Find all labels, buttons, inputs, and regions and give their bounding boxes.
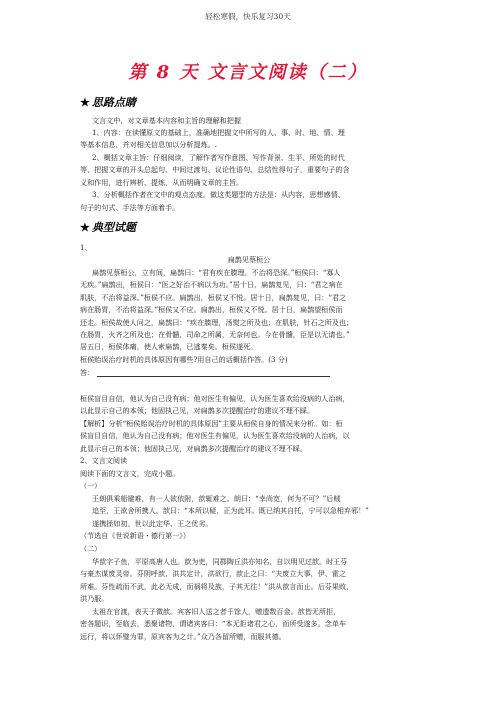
intro-line: 3、分析概括作者在文中的观点态度。做这类题型的方法是：从内容，思想感情、 [92, 190, 345, 199]
section-heading-label: 典型试题 [91, 221, 136, 234]
question-number: 1、 [80, 243, 92, 252]
passage-line: 病在肠胃，不治将益深。”桓侯又不应。扁鹊出，桓侯又不悦。居十日，扁鹊望桓侯而 [80, 305, 343, 314]
passage-line: 太祖在官渡，表天子徵歆。宾客旧人送之者千馀人，赠遗数百金。歆皆无所拒， [92, 607, 341, 616]
passage-line: 追至，王欲舍所携人。歆曰：“本所以疑，正为此耳。既已纳其自托，宁可以急相弃邪！” [92, 506, 369, 515]
intro-line: 句子的句式、手法等方面着手。 [80, 203, 180, 212]
intro-line: 2、概括文章主旨：仔细阅读，了解作者写作意图、写作背景、生平、所处的时代 [92, 153, 345, 162]
passage-marker: （一） [80, 481, 102, 490]
passage-line: 与豪杰谋废灵帝。芬阴呼歆、洪共定计，洪欲行，歆止之曰：“夫废立大事，伊、霍之 [80, 569, 347, 578]
source-citation: （节选自《世说新语・德行第一》） [80, 531, 190, 540]
passage-line: 还走。桓侯故使人问之，扁鹊曰：“疾在腠理，汤熨之所及也；在肌肤，针石之所及也； [80, 318, 354, 327]
analysis-line: 【解析】分析“桓侯贻误治疗时机的具体原因”主要从桓侯自身的情况来分析。如：桓 [80, 419, 343, 428]
star-icon: ★ [80, 96, 90, 109]
answer-line-text: 以此显示自己的本领；他固执己见，对扁鹊多次提醒治疗的建议不理不睬。 [80, 406, 315, 415]
answer-line-text: 桓侯盲目自信，他认为自己没有病；他对医生有偏见，认为医生喜欢给没病的人治病， [80, 394, 350, 403]
passage-line: 遂携拯如初。世以此定华、王之优劣。 [92, 519, 213, 528]
page-title: 第 8 天 文言文阅读（二） [128, 62, 368, 83]
instruction-line: 阅读下面的文言文，完成小题。 [80, 469, 180, 478]
intro-line: 文言文中，对文章基本内容和主旨的理解和把握 [92, 116, 241, 125]
passage-line: 居五日，桓侯体痛，使人索扁鹊，已逃秦矣。桓侯遂死。 [80, 342, 258, 351]
section-heading-label: 思路点睛 [91, 96, 136, 109]
question-prompt: 桓侯贻误治疗时机的具体原因有哪些?用自己的话概括作答。(3 分) [80, 355, 288, 364]
answer-line [97, 376, 330, 377]
intro-line: 1、内容：在读懂原文的基础上，准确地把握文中所写的人、事、时、地、情、理 [92, 128, 345, 137]
passage-line: 肌肤，不治将益深。”桓侯不应。扁鹊出，桓侯又不悦。居十日，扁鹊复见，曰：“君之 [80, 293, 347, 302]
passage-title: 扁鹊见蔡桓公 [227, 255, 271, 264]
passage-line: 在肠胃，火齐之所及也；在骨髓，司命之所属，无奈何也。今在骨髓，臣是以无请也。” [80, 330, 350, 339]
analysis-line: 此显示自己的本领；他固执己见，对扁鹊多次提醒治疗的建议不理不睬。 [80, 444, 307, 453]
intro-line: 等基本信息，并对相关信息加以分析提炼。. [80, 140, 218, 149]
passage-line: 洪乃服。 [80, 594, 109, 603]
intro-line: 义和作用，进行辨析、提炼，从而明确文章的主旨。 [80, 178, 244, 187]
analysis-line: 侯盲目自信，他认为自己没有病；他对医生有偏见，认为医生喜欢给没病的人治病，以 [80, 431, 350, 440]
passage-line: 无疾。”扁鹊出，桓侯曰：“医之好治不病以为功。”居十日，扁鹊复见，曰：“君之病在 [80, 280, 343, 289]
intro-line: 等，把握文章的开头总起句、中间过渡句、议论性语句、总结性得句子，重要句子的含 [80, 165, 350, 174]
section-heading-examples [80, 219, 136, 235]
passage-line: 密各题识，至临去，悉聚诸物，谓诸宾客曰：“本无拒诸君之心，而所受遂多。念单车 [80, 619, 347, 628]
question-number: 2、文言文阅读 [80, 456, 128, 465]
passage-line: 远行，将以怀璧为罪，原宾客为之计。”众乃各留所赠，而服其德。 [80, 632, 286, 641]
passage-marker: （二） [80, 544, 102, 553]
passage-line: 扁鹊见蔡桓公，立有间，扁鹊曰：“君有疾在腠理，不治将恐深。”桓侯曰：“寡人 [92, 268, 341, 277]
passage-line: 所难。芬性疏而不武，此必无成，而祸将及族，子其无往！”洪从歆言而止。后芬果败， [80, 582, 354, 591]
passage-line: 王朗俱乘船避难，有一人欲依附，歆辄难之。朗曰：“幸尚宽，何为不可？”后贼 [92, 494, 341, 503]
page-header: 轻松寒假，快乐复习30天 [205, 12, 291, 21]
passage-line: 华歆字子鱼，平原高唐人也。歆为吏，同郡陶丘洪亦知名，自以明见过歆。时王芬 [92, 557, 348, 566]
star-icon: ★ [80, 221, 90, 234]
answer-label: 答： [80, 368, 95, 377]
section-heading-thinking [80, 94, 136, 110]
